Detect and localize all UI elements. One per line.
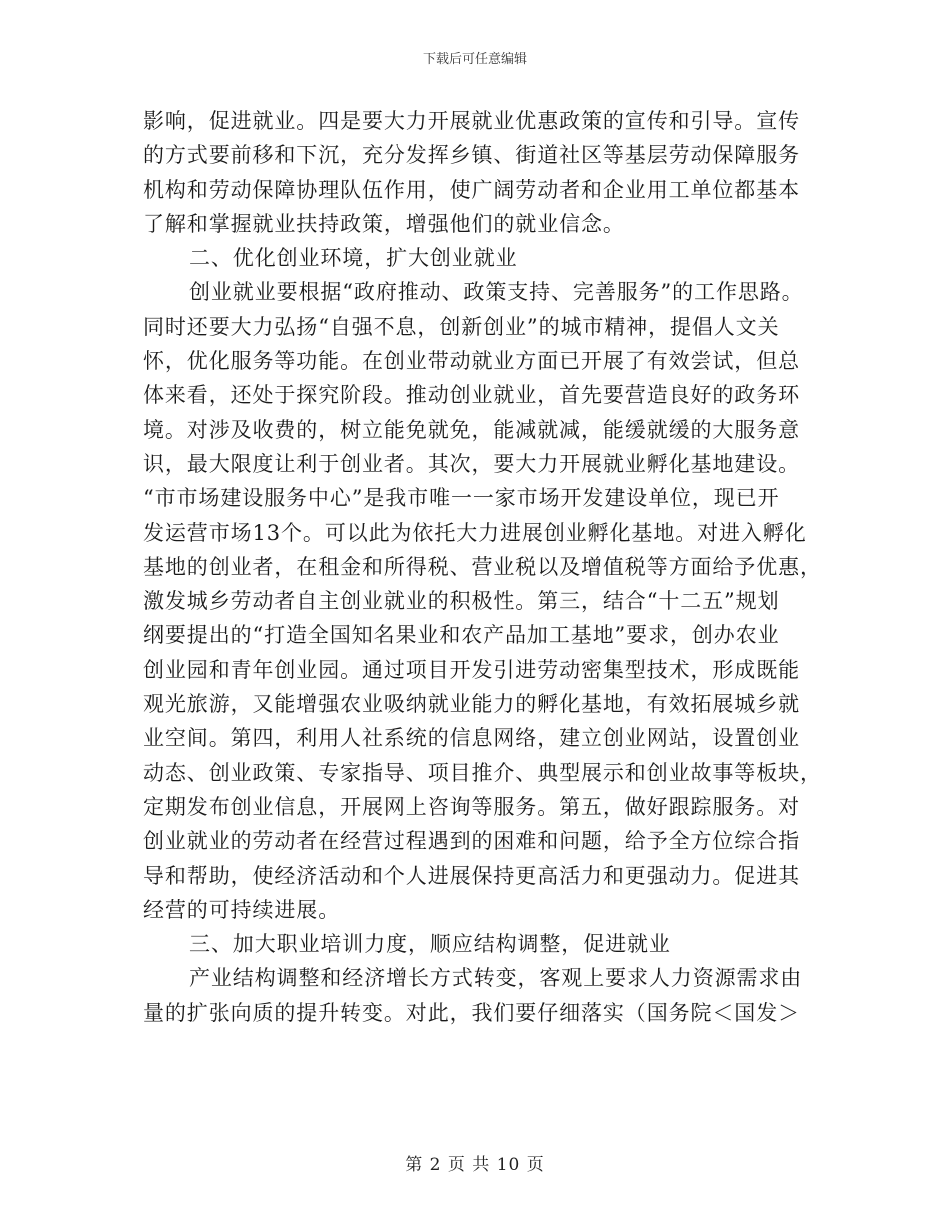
- page-header: 下载后可任意编辑: [422, 52, 527, 67]
- section-heading: 二、优化创业环境，扩大创业就业: [189, 246, 518, 271]
- text-line: 产业结构调整和经济增长方式转变，客观上要求人力资源需求由: [189, 966, 803, 991]
- text-line: 纲要提出的“打造全国知名果业和农产品加工基地”要求，创办农业: [143, 623, 780, 648]
- text-line: 了解和掌握就业扶持政策，增强他们的就业信念。: [143, 211, 625, 236]
- text-line: 境。对涉及收费的，树立能免就免，能减就减，能缓就缓的大服务意: [143, 417, 800, 442]
- text-line: 影响，促进就业。四是要大力开展就业优惠政策的宣传和引导。宣传: [143, 109, 800, 133]
- text-line: 机构和劳动保障协理队伍作用，使广阔劳动者和企业用工单位都基本: [143, 177, 800, 202]
- text-line: 激发城乡劳动者自主创业就业的积极性。第三，结合“十二五”规划: [143, 589, 780, 614]
- text-line: 导和帮助，使经济活动和个人进展保持更高活力和更强动力。促进其: [143, 863, 800, 888]
- text-line: 量的扩张向质的提升转变。对此，我们要仔细落实（国务院＜国发＞: [143, 1000, 800, 1025]
- page-number-footer: 第 2 页 共 10 页: [405, 1155, 545, 1175]
- text-line: 动态、创业政策、专家指导、项目推介、典型展示和创业故事等板块，: [143, 760, 822, 785]
- text-line: 创业就业的劳动者在经营过程遇到的困难和问题，给予全方位综合指: [143, 829, 800, 854]
- text-line: 创业就业要根据“政府推动、政策支持、完善服务”的工作思路。: [189, 280, 804, 305]
- text-line: 基地的创业者，在租金和所得税、营业税以及增值税等方面给予优惠，: [143, 554, 822, 579]
- text-line: 的方式要前移和下沉，充分发挥乡镇、街道社区等基层劳动保障服务: [143, 143, 800, 168]
- text-line: 同时还要大力弘扬“自强不息，创新创业”的城市精神，提倡人文关: [143, 314, 780, 339]
- text-line: 怀，优化服务等功能。在创业带动就业方面已开展了有效尝试，但总: [143, 349, 800, 374]
- text-line: 体来看，还处于探究阶段。推动创业就业，首先要营造良好的政务环: [143, 383, 800, 408]
- text-line: 观光旅游，又能增强农业吸纳就业能力的孵化基地，有效拓展城乡就: [143, 692, 800, 717]
- text-line: 定期发布创业信息，开展网上咨询等服务。第五，做好跟踪服务。对: [143, 794, 800, 819]
- text-line: 发运营市场13个。可以此为依托大力进展创业孵化基地。对进入孵化: [143, 520, 807, 545]
- text-line: 业空间。第四，利用人社系统的信息网络，建立创业网站，设置创业: [143, 726, 800, 751]
- text-line: “市市场建设服务中心”是我市唯一一家市场开发建设单位，现已开: [143, 486, 780, 511]
- text-line: 创业园和青年创业园。通过项目开发引进劳动密集型技术，形成既能: [143, 657, 800, 682]
- text-line: 经营的可持续进展。: [143, 897, 341, 922]
- section-heading: 三、加大职业培训力度，顺应结构调整，促进就业: [189, 932, 671, 957]
- text-line: 识，最大限度让利于创业者。其次，要大力开展就业孵化基地建设。: [143, 451, 800, 476]
- document-body: [143, 104, 823, 1030]
